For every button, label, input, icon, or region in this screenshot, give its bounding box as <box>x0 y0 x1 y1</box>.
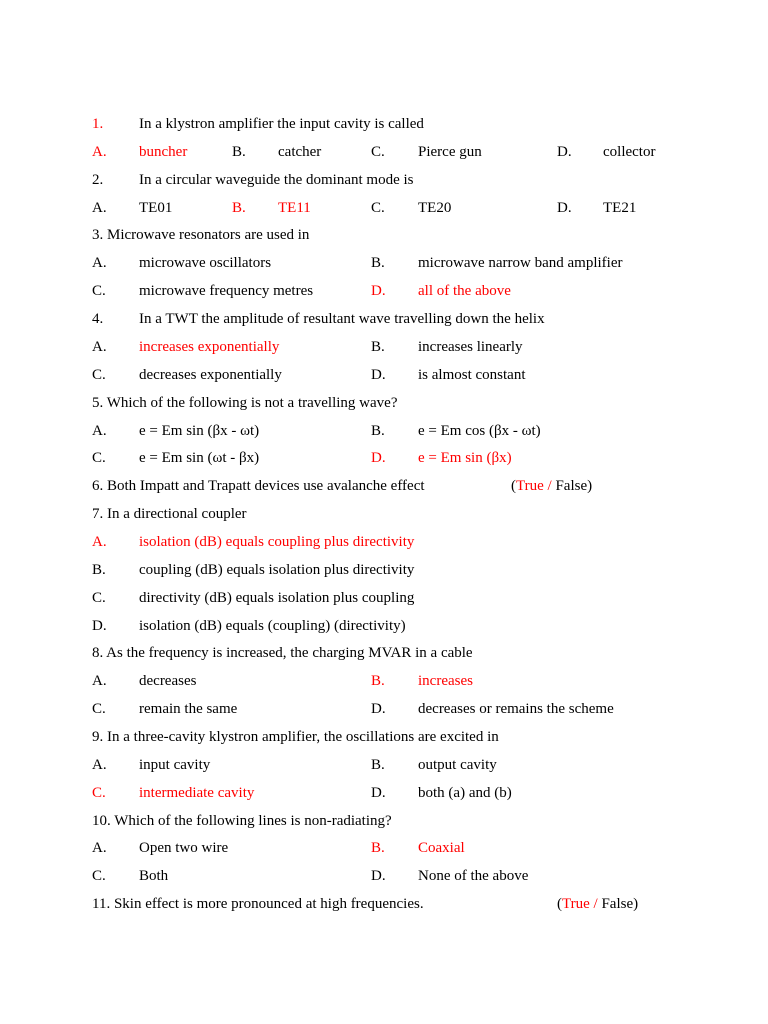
q10-options-row-1 <box>0 838 768 858</box>
q3-option-b-letter: B. <box>371 255 385 271</box>
q2-option-d: TE21 <box>603 200 637 216</box>
q10-option-a-letter: A. <box>92 840 107 856</box>
q10-option-b: Coaxial <box>418 840 465 856</box>
q11-slash: / <box>589 896 602 912</box>
q1-options <box>0 142 768 162</box>
q3-option-c: microwave frequency metres <box>139 283 314 299</box>
q5-option-d-letter: D. <box>371 450 386 466</box>
q8-option-b: increases <box>418 673 473 689</box>
q8-option-a: decreases <box>139 673 197 689</box>
q10-text: 10. Which of the following lines is non-radiating? <box>92 813 392 829</box>
q11-false: False) <box>601 896 639 912</box>
q6-open-paren: ( <box>511 478 516 494</box>
q9-options-row-1 <box>0 755 768 775</box>
q9-option-b: output cavity <box>418 757 497 773</box>
q5-option-c-letter: C. <box>92 450 106 466</box>
q3-options-row-1 <box>0 253 768 273</box>
q8-option-a-letter: A. <box>92 673 107 689</box>
q7-option-b: coupling (dB) equals isolation plus directivity <box>139 562 415 578</box>
q2-option-d-letter: D. <box>557 200 572 216</box>
q4-option-a-letter: A. <box>92 339 107 355</box>
q3-option-d: all of the above <box>418 283 511 299</box>
q10-option-a: Open two wire <box>139 840 229 856</box>
q5-option-b-letter: B. <box>371 423 385 439</box>
q1-option-c-letter: C. <box>371 144 385 160</box>
q10-stem <box>0 811 768 831</box>
q10-option-c: Both <box>139 868 169 884</box>
q11-text: 11. Skin effect is more pronounced at high frequencies. <box>92 896 424 912</box>
q8-options-row-2 <box>0 699 768 719</box>
q1-option-a: buncher <box>139 144 188 160</box>
q9-option-a: input cavity <box>139 757 211 773</box>
q4-option-b-letter: B. <box>371 339 385 355</box>
q9-option-c: intermediate cavity <box>139 785 255 801</box>
q2-option-c: TE20 <box>418 200 452 216</box>
q7-option-b-letter: B. <box>92 562 106 578</box>
q9-options-row-2 <box>0 783 768 803</box>
q7-option-c-letter: C. <box>92 590 106 606</box>
q3-option-d-letter: D. <box>371 283 386 299</box>
q10-option-d-letter: D. <box>371 868 386 884</box>
q8-option-c: remain the same <box>139 701 238 717</box>
q3-stem <box>0 225 768 245</box>
q4-option-b: increases linearly <box>418 339 523 355</box>
q7-option-a-row <box>0 532 768 552</box>
q3-option-a-letter: A. <box>92 255 107 271</box>
q1-option-b-letter: B. <box>232 144 246 160</box>
q2-option-b: TE11 <box>278 200 311 216</box>
q4-text: In a TWT the amplitude of resultant wave travelling down the helix <box>139 311 545 327</box>
q1-number: 1. <box>92 116 104 132</box>
q5-option-b: e = Em cos (βx - ωt) <box>418 423 541 439</box>
q7-option-a: isolation (dB) equals coupling plus directivity <box>139 534 415 550</box>
q3-option-a: microwave oscillators <box>139 255 272 271</box>
q4-option-c: decreases exponentially <box>139 367 282 383</box>
q4-stem <box>0 309 768 329</box>
q9-option-c-letter: C. <box>92 785 106 801</box>
q3-text: 3. Microwave resonators are used in <box>92 227 310 243</box>
q11-true: True <box>562 896 590 912</box>
q4-options-row-2 <box>0 365 768 385</box>
q5-stem <box>0 393 768 413</box>
q5-options-row-1 <box>0 421 768 441</box>
q1-option-c: Pierce gun <box>418 144 482 160</box>
q7-option-c-row <box>0 588 768 608</box>
q6-slash: / <box>543 478 556 494</box>
q7-stem <box>0 504 768 524</box>
q8-option-d: decreases or remains the scheme <box>418 701 614 717</box>
q1-option-a-letter: A. <box>92 144 107 160</box>
q8-option-d-letter: D. <box>371 701 386 717</box>
q2-option-a-letter: A. <box>92 200 107 216</box>
q8-options-row-1 <box>0 671 768 691</box>
q1-option-d: collector <box>603 144 656 160</box>
q6-stem <box>0 476 768 496</box>
q6-false: False) <box>555 478 593 494</box>
q3-option-b: microwave narrow band amplifier <box>418 255 623 271</box>
q2-options <box>0 198 768 218</box>
q10-option-c-letter: C. <box>92 868 106 884</box>
q11-stem <box>0 894 768 914</box>
q3-option-c-letter: C. <box>92 283 106 299</box>
q1-option-b: catcher <box>278 144 322 160</box>
q7-option-b-row <box>0 560 768 580</box>
q7-option-a-letter: A. <box>92 534 107 550</box>
q8-option-c-letter: C. <box>92 701 106 717</box>
q2-option-c-letter: C. <box>371 200 385 216</box>
q8-option-b-letter: B. <box>371 673 385 689</box>
q9-option-b-letter: B. <box>371 757 385 773</box>
q2-number: 2. <box>92 172 104 188</box>
q5-option-d: e = Em sin (βx) <box>418 450 512 466</box>
q5-option-c: e = Em sin (ωt - βx) <box>139 450 260 466</box>
q7-option-d: isolation (dB) equals (coupling) (directivity) <box>139 618 406 634</box>
q10-option-d: None of the above <box>418 868 529 884</box>
q5-text: 5. Which of the following is not a travelling wave? <box>92 395 398 411</box>
q10-options-row-2 <box>0 866 768 886</box>
q1-option-d-letter: D. <box>557 144 572 160</box>
q1-stem <box>0 114 768 134</box>
q11-answer <box>557 894 638 914</box>
q8-text: 8. As the frequency is increased, the charging MVAR in a cable <box>92 645 473 661</box>
q4-option-d: is almost constant <box>418 367 526 383</box>
q2-stem <box>0 170 768 190</box>
q6-true: True <box>516 478 544 494</box>
q4-option-c-letter: C. <box>92 367 106 383</box>
q9-option-d: both (a) and (b) <box>418 785 512 801</box>
q7-option-c: directivity (dB) equals isolation plus coupling <box>139 590 415 606</box>
q4-number: 4. <box>92 311 104 327</box>
q6-text: 6. Both Impatt and Trapatt devices use avalanche effect <box>92 478 425 494</box>
q5-option-a-letter: A. <box>92 423 107 439</box>
q3-options-row-2 <box>0 281 768 301</box>
q10-option-b-letter: B. <box>371 840 385 856</box>
q8-stem <box>0 643 768 663</box>
q4-options-row-1 <box>0 337 768 357</box>
q4-option-d-letter: D. <box>371 367 386 383</box>
q9-text: 9. In a three-cavity klystron amplifier, the oscillations are excited in <box>92 729 499 745</box>
q9-option-d-letter: D. <box>371 785 386 801</box>
q7-option-d-row <box>0 616 768 636</box>
q5-options-row-2 <box>0 448 768 468</box>
q1-text: In a klystron amplifier the input cavity is called <box>139 116 424 132</box>
q9-option-a-letter: A. <box>92 757 107 773</box>
q6-answer <box>511 476 592 496</box>
q4-option-a: increases exponentially <box>139 339 280 355</box>
q7-option-d-letter: D. <box>92 618 107 634</box>
q9-stem <box>0 727 768 747</box>
q2-text: In a circular waveguide the dominant mode is <box>139 172 414 188</box>
q5-option-a: e = Em sin (βx - ωt) <box>139 423 260 439</box>
q7-text: 7. In a directional coupler <box>92 506 247 522</box>
q11-open-paren: ( <box>557 896 562 912</box>
q2-option-a: TE01 <box>139 200 173 216</box>
q2-option-b-letter: B. <box>232 200 246 216</box>
